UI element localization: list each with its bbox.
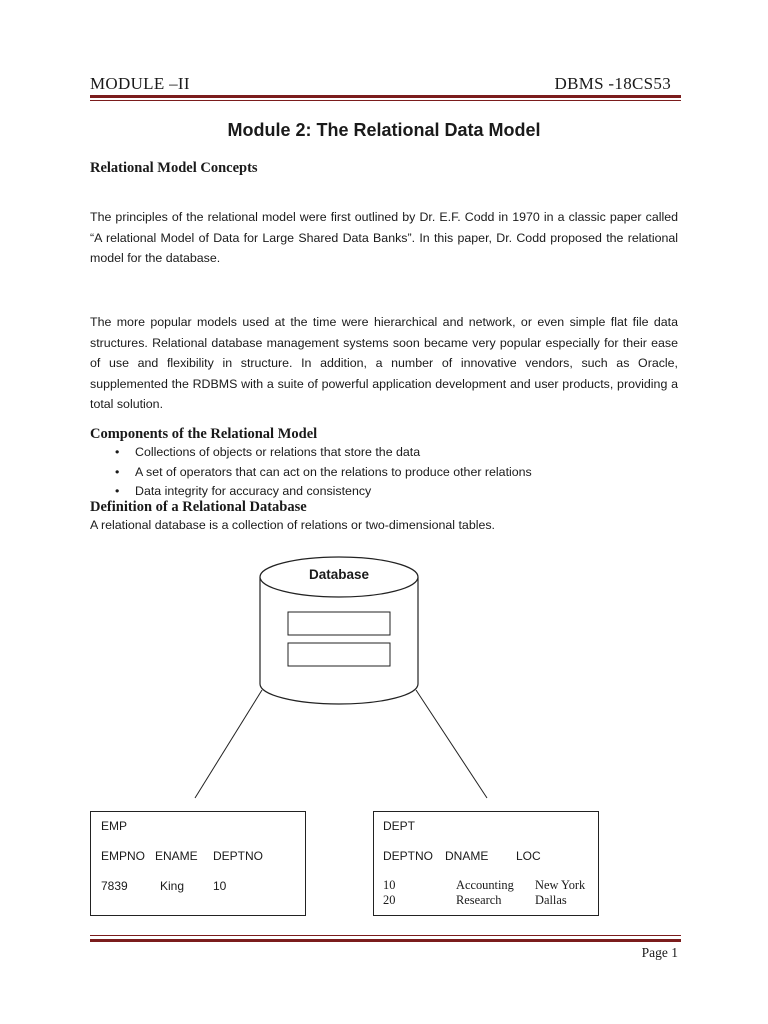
- heading-relational-model-concepts: Relational Model Concepts: [90, 160, 258, 176]
- emp-table-name: EMP: [101, 819, 128, 833]
- heading-components: Components of the Relational Model: [90, 426, 318, 442]
- dept-col-deptno: DEPTNO: [383, 849, 434, 863]
- dept-cell-dname-1: Accounting: [456, 878, 514, 892]
- emp-cell-empno: 7839: [101, 879, 128, 893]
- dept-table-name: DEPT: [383, 819, 416, 833]
- dept-cell-deptno-2: 20: [383, 893, 396, 907]
- header-course: DBMS -18CS53: [554, 74, 671, 93]
- dept-cell-loc-2: Dallas: [535, 893, 567, 907]
- emp-table: [90, 811, 306, 916]
- header-module: MODULE –II: [90, 74, 190, 93]
- connector-line-dept: [416, 690, 487, 798]
- emp-col-ename: ENAME: [155, 849, 198, 863]
- list-item: • Collections of objects or relations that store the data: [114, 443, 532, 463]
- list-item: • Data integrity for accuracy and consistency: [114, 482, 532, 502]
- heading-definition: Definition of a Relational Database: [90, 499, 307, 515]
- dept-cell-dname-2: Research: [456, 893, 502, 907]
- emp-cell-deptno: 10: [213, 879, 227, 893]
- emp-col-deptno: DEPTNO: [213, 849, 264, 863]
- paragraph-codd: The principles of the relational model were first outlined by Dr. E.F. Codd in 1970 in a classic paper called “A relational Model of Data for Large Shared Data Banks”. In this paper, Dr. Codd proposed the relational model for the database.: [90, 210, 678, 265]
- page-title: Module 2: The Relational Data Model: [227, 120, 541, 140]
- emp-cell-ename: King: [160, 879, 185, 893]
- database-label: Database: [308, 567, 370, 582]
- definition-text: A relational database is a collection of relations or two-dimensional tables.: [90, 518, 495, 532]
- dept-col-dname: DNAME: [445, 849, 489, 863]
- dept-col-loc: LOC: [516, 849, 541, 863]
- emp-col-empno: EMPNO: [101, 849, 146, 863]
- dept-table: [373, 811, 599, 916]
- list-item: • A set of operators that can act on the relations to produce other relations: [114, 463, 532, 483]
- connector-line-emp: [195, 690, 262, 798]
- page-number: Page 1: [641, 945, 678, 960]
- footer-rule-thick: [90, 939, 681, 942]
- dept-cell-deptno-1: 10: [383, 878, 396, 892]
- footer-rule-thin: [90, 935, 681, 936]
- dept-cell-loc-1: New York: [535, 878, 586, 892]
- paragraph-popular-models: The more popular models used at the time were hierarchical and network, or even simple flat file data structures. Relational database management systems soon became very popular especially for their ease of use and flexibility in structure. In addition, a number of innovative vendors, such as Oracle, supplemented the RDBMS with a suite of powerful application development and user products, providing a total solution.: [90, 315, 678, 411]
